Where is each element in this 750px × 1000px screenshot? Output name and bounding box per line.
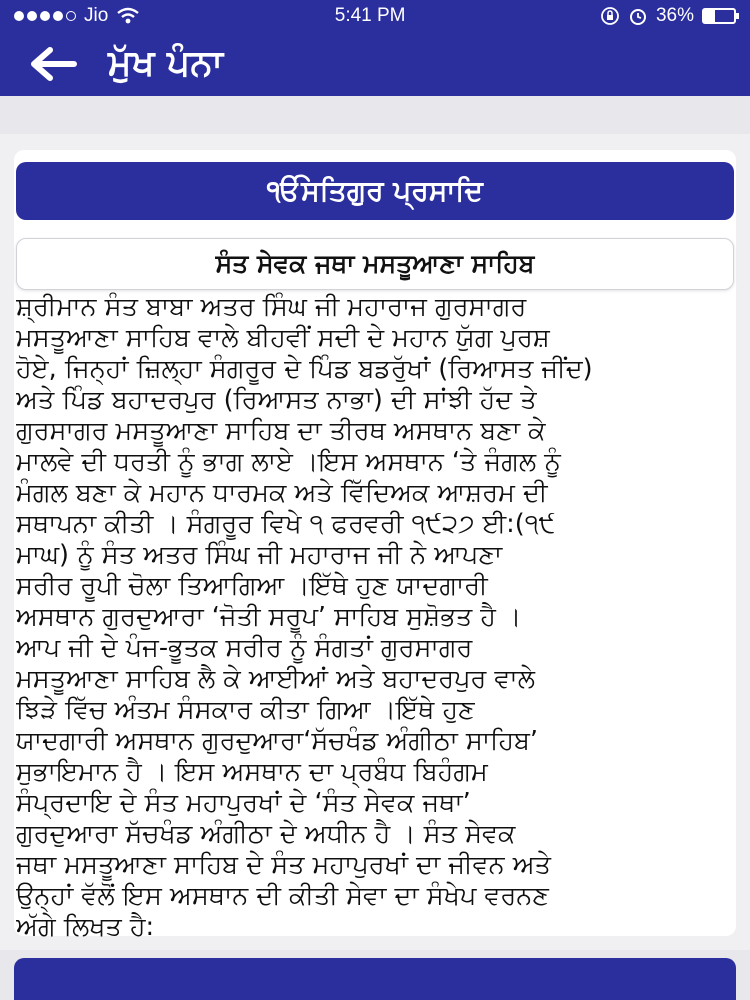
article-line: ਆਪ ਜੀ ਦੇ ਪੰਜ-ਭੂਤਕ ਸਰੀਰ ਨੂੰ ਸੰਗਤਾਂ ਗੁਰਸਾਗਰ	[16, 633, 473, 663]
back-arrow-icon	[28, 46, 78, 82]
article-line: ਅਤੇ ਪਿੰਡ ਬਹਾਦਰਪੁਰ (ਰਿਆਸਤ ਨਾਭਾ) ਦੀ ਸਾਂਝੀ ਹੱਦ ਤੇ	[16, 385, 537, 415]
content-card	[14, 150, 736, 942]
article-line: ਮਾਲਵੇ ਦੀ ਧਰਤੀ ਨੂੰ ਭਾਗ ਲਾਏ ।ਇਸ ਅਸਥਾਨ ‘ਤੇ ਜੰਗਲ ਨੂੰ	[16, 447, 561, 477]
article-line: ਸ਼੍ਰੀਮਾਨ ਸੰਤ ਬਾਬਾ ਅਤਰ ਸਿੰਘ ਜੀ ਮਹਾਰਾਜ ਗੁਰਸਾਗਰ	[16, 292, 527, 322]
status-time: 5:41 PM	[334, 5, 406, 26]
nav-bar	[0, 32, 750, 96]
article-line: ਸੁਭਾਇਮਾਨ ਹੈ । ਇਸ ਅਸਥਾਨ ਦਾ ਪ੍ਰਬੰਧ ਬਿਹੰਗਮ	[16, 757, 488, 787]
article-line: ਗੁਰਸਾਗਰ ਮਸਤੂਆਣਾ ਸਾਹਿਬ ਦਾ ਤੀਰਥ ਅਸਥਾਨ ਬਣਾ ਕੇ	[16, 416, 546, 446]
article-line: ਮੰਗਲ ਬਣਾ ਕੇ ਮਹਾਨ ਧਾਰਮਕ ਅਤੇ ਵਿੱਦਿਅਕ ਆਸ਼ਰਮ ਦੀ	[16, 478, 548, 508]
article-line: ਅਸਥਾਨ ਗੁਰਦੁਆਰਾ ‘ਜੋਤੀ ਸਰੂਪ’ ਸਾਹਿਬ ਸੁਸ਼ੋਭਤ ਹੈ ।	[16, 602, 522, 632]
next-section-banner[interactable]	[14, 958, 736, 1000]
article-line: ਮਾਘ) ਨੂੰ ਸੰਤ ਅਤਰ ਸਿੰਘ ਜੀ ਮਹਾਰਾਜ ਜੀ ਨੇ ਆਪਣਾ	[16, 540, 503, 570]
article-line: ਹੋਏ, ਜਿਨ੍ਹਾਂ ਜ਼ਿਲ੍ਹਾ ਸੰਗਰੂਰ ਦੇ ਪਿੰਡ ਬਡਰੁੱਖਾਂ (ਰਿਆਸਤ ਜੀਂਦ)	[16, 354, 593, 384]
status-left	[14, 5, 140, 27]
battery-level-fill	[704, 10, 715, 22]
status-bar	[0, 0, 750, 32]
carrier-label: Jio	[84, 5, 109, 26]
article-line: ਮਸਤੂਆਣਾ ਸਾਹਿਬ ਲੈ ਕੇ ਆਈਆਂ ਅਤੇ ਬਹਾਦਰਪੁਰ ਵਾਲੇ	[16, 664, 535, 694]
article-line: ਉਨ੍ਹਾਂ ਵੱਲੋਂ ਇਸ ਅਸਥਾਨ ਦੀ ਕੀਤੀ ਸੇਵਾ ਦਾ ਸੰਖੇਪ ਵਰਨਣ	[16, 881, 549, 911]
article-line: ਸਰੀਰ ਰੂਪੀ ਚੋਲਾ ਤਿਆਗਿਆ ।ਇੱਥੇ ਹੁਣ ਯਾਦਗਾਰੀ	[16, 571, 488, 601]
status-right	[600, 5, 736, 27]
header-spacer	[0, 96, 750, 134]
app-header	[0, 0, 750, 96]
article-line: ਯਾਦਗਾਰੀ ਅਸਥਾਨ ਗੁਰਦੁਆਰਾ‘ਸੱਚਖੰਡ ਅੰਗੀਠਾ ਸਾਹਿਬ’	[16, 726, 539, 756]
article-line: ਸੰਪ੍ਰਦਾਇ ਦੇ ਸੰਤ ਮਹਾਪੁਰਖਾਂ ਦੇ ‘ਸੰਤ ਸੇਵਕ ਜਥਾ’	[16, 788, 471, 818]
signal-icon	[14, 11, 76, 21]
article-line: ਅੱਗੇ ਲਿਖਤ ਹੈ:	[16, 912, 155, 942]
battery-icon	[702, 8, 736, 24]
article-line: ਮਸਤੂਆਣਾ ਸਾਹਿਬ ਵਾਲੇ ਬੀਹਵੀਂ ਸਦੀ ਦੇ ਮਹਾਨ ਯੁੱਗ ਪੁਰਸ਼	[16, 323, 550, 353]
wifi-icon	[116, 7, 140, 25]
orientation-lock-icon	[600, 6, 620, 26]
article-line: ਝਿੜੇ ਵਿੱਚ ਅੰਤਮ ਸੰਸਕਾਰ ਕੀਤਾ ਗਿਆ ।ਇੱਥੇ ਹੁਣ	[16, 695, 475, 725]
section-heading: ਸੰਤ ਸੇਵਕ ਜਥਾ ਮਸਤੂਆਣਾ ਸਾਹਿਬ	[16, 238, 734, 290]
article-line: ਗੁਰਦੁਆਰਾ ਸੱਚਖੰਡ ਅੰਗੀਠਾ ਦੇ ਅਧੀਨ ਹੈ । ਸੰਤ ਸੇਵਕ	[16, 819, 516, 849]
article-body	[16, 292, 734, 943]
alarm-icon	[628, 6, 648, 26]
battery-percent: 36%	[655, 5, 694, 26]
bottom-area	[0, 950, 750, 1000]
back-button[interactable]	[28, 46, 78, 82]
article-line: ਸਥਾਪਨਾ ਕੀਤੀ । ਸੰਗਰੂਰ ਵਿਖੇ ੧ ਫਰਵਰੀ ੧੯੨੭ ਈ:(੧੯	[16, 509, 556, 539]
mool-mantar-banner: ੴਸਤਿਗੁਰ ਪ੍ਰਸਾਦਿ	[16, 162, 734, 220]
article-line: ਜਥਾ ਮਸਤੂਆਣਾ ਸਾਹਿਬ ਦੇ ਸੰਤ ਮਹਾਪੁਰਖਾਂ ਦਾ ਜੀਵਨ ਅਤੇ	[16, 850, 551, 880]
page-title: ਮੁੱਖ ਪੰਨਾ	[108, 43, 224, 84]
